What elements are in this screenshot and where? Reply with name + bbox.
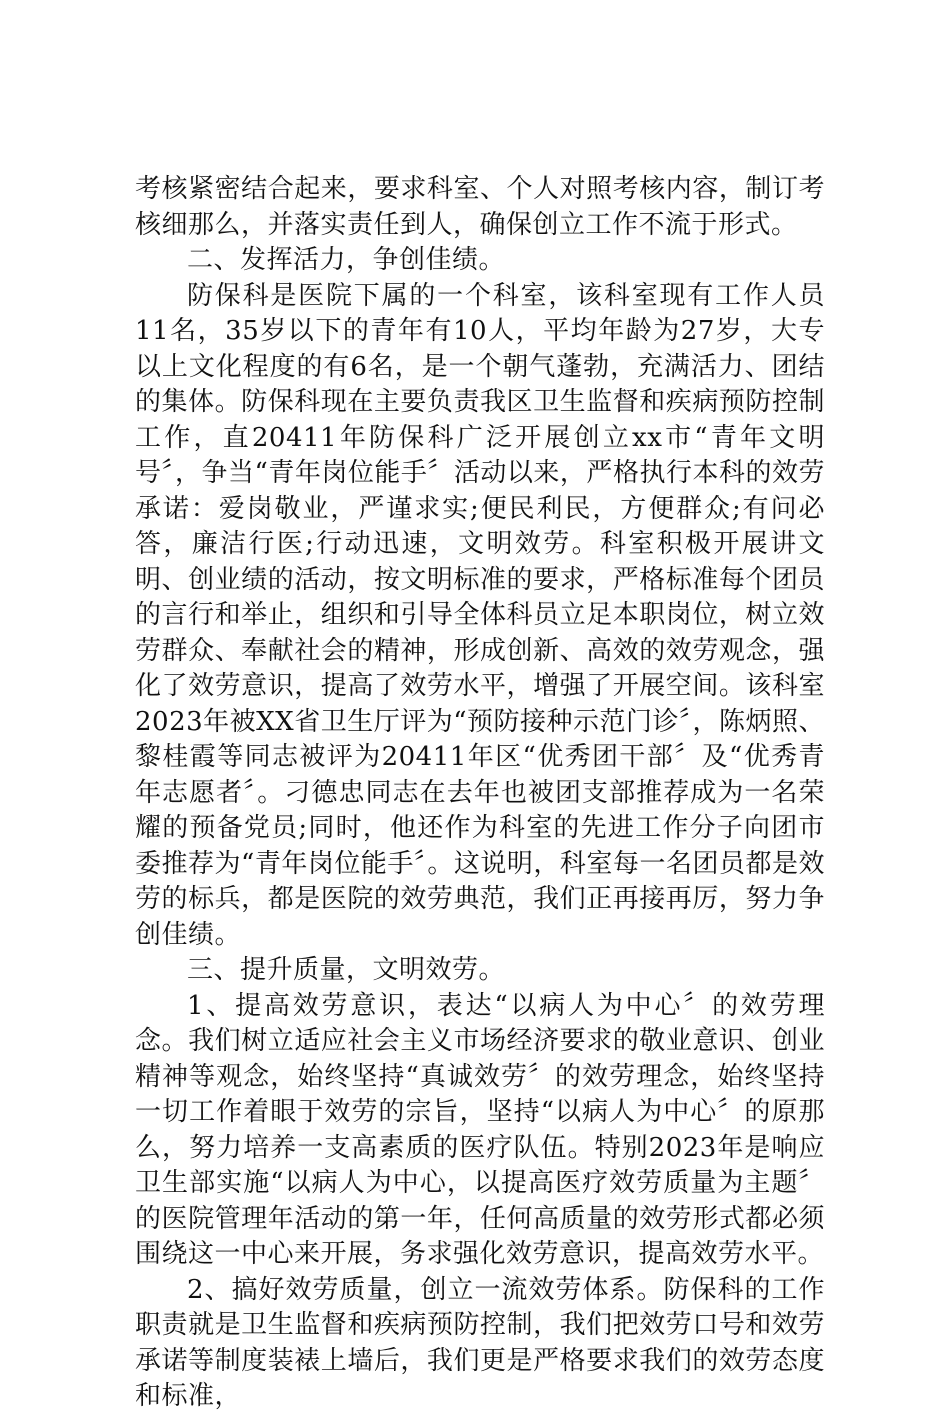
document-body	[135, 172, 825, 1415]
paragraph-department-overview: 防保科是医院下属的一个科室，该科室现有工作人员11名，35岁以下的青年有10人，平均年龄为27岁，大专以上文化程度的有6名，是一个朝气蓬勃，充满活力、团结的集体。防保科现在主要负责我区卫生监督和疾病预防控制工作，直20411年防保科广泛开展创立xx市“青年文明号〞，争当“青年岗位能手〞活动以来，严格执行本科的效劳承诺：爱岗敬业，严谨求实;便民利民，方便群众;有问必答，廉洁行医;行动迅速，文明效劳。科室积极开展讲文明、创业绩的活动，按文明标准的要求，严格标准每个团员的言行和举止，组织和引导全体科员立足本职岗位，树立效劳群众、奉献社会的精神，形成创新、高效的效劳观念，强化了效劳意识，提高了效劳水平，增强了开展空间。该科室2023年被XX省卫生厅评为“预防接种示范门诊〞，陈炳照、黎桂霞等同志被评为20411年区“优秀团干部〞及“优秀青年志愿者〞。刁德忠同志在去年也被团支部推荐成为一名荣耀的预备党员;同时，他还作为科室的先进工作分子向团市委推荐为“青年岗位能手〞。这说明，科室每一名团员都是效劳的标兵，都是医院的效劳典范，我们正再接再厉，努力争创佳绩。	[135, 280, 825, 950]
paragraph-service-awareness: 1、提高效劳意识，表达“以病人为中心〞的效劳理念。我们树立适应社会主义市场经济要求的敬业意识、创业精神等观念，始终坚持“真诚效劳〞的效劳理念，始终坚持一切工作着眼于效劳的宗旨，坚持“以病人为中心〞的原那么，努力培养一支高素质的医疗队伍。特别2023年是响应卫生部实施“以病人为中心，以提高医疗效劳质量为主题〞的医院管理年活动的第一年，任何高质量的效劳形式都必须围绕这一中心来开展，务求强化效劳意识，提高效劳水平。	[135, 990, 825, 1269]
section-heading-2: 二、发挥活力，争创佳绩。	[187, 245, 506, 275]
paragraph-service-quality: 2、搞好效劳质量，创立一流效劳体系。防保科的工作职责就是卫生监督和疾病预防控制，我们把效劳口号和效劳承诺等制度装裱上墙后，我们更是严格要求我们的效劳态度和标准，	[135, 1274, 825, 1411]
section-heading-3: 三、提升质量，文明效劳。	[187, 955, 506, 985]
paragraph-continuation: 考核紧密结合起来，要求科室、个人对照考核内容，制订考核细那么，并落实责任到人，确保创立工作不流于形式。	[135, 174, 825, 240]
